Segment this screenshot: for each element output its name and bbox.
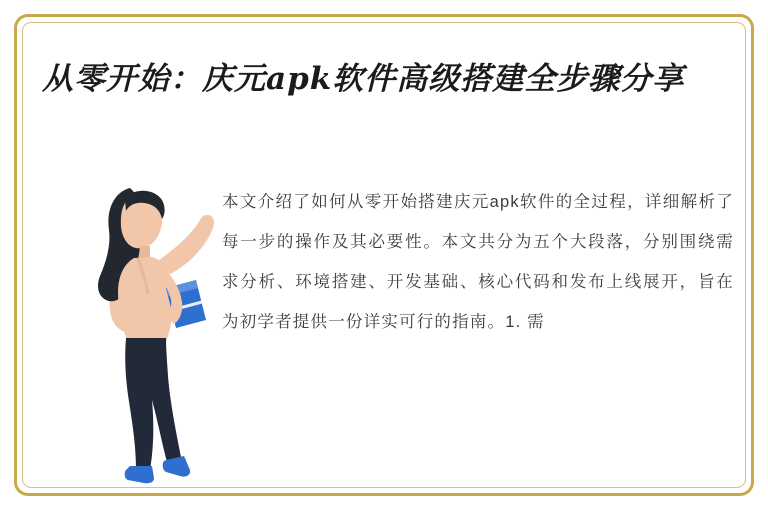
article-body: 本文介绍了如何从零开始搭建庆元apk软件的全过程，详细解析了每一步的操作及其必要性。本文共分为五个大段落，分别围绕需求分析、环境搭建、开发基础、核心代码和发布上线展开，旨在为初学者提供一份详实可行的指南。1. 需	[222, 193, 734, 331]
page-title: 从零开始：庆元apk软件高级搭建全步骤分享	[42, 61, 685, 97]
woman-walking-with-book-illustration	[70, 170, 220, 490]
